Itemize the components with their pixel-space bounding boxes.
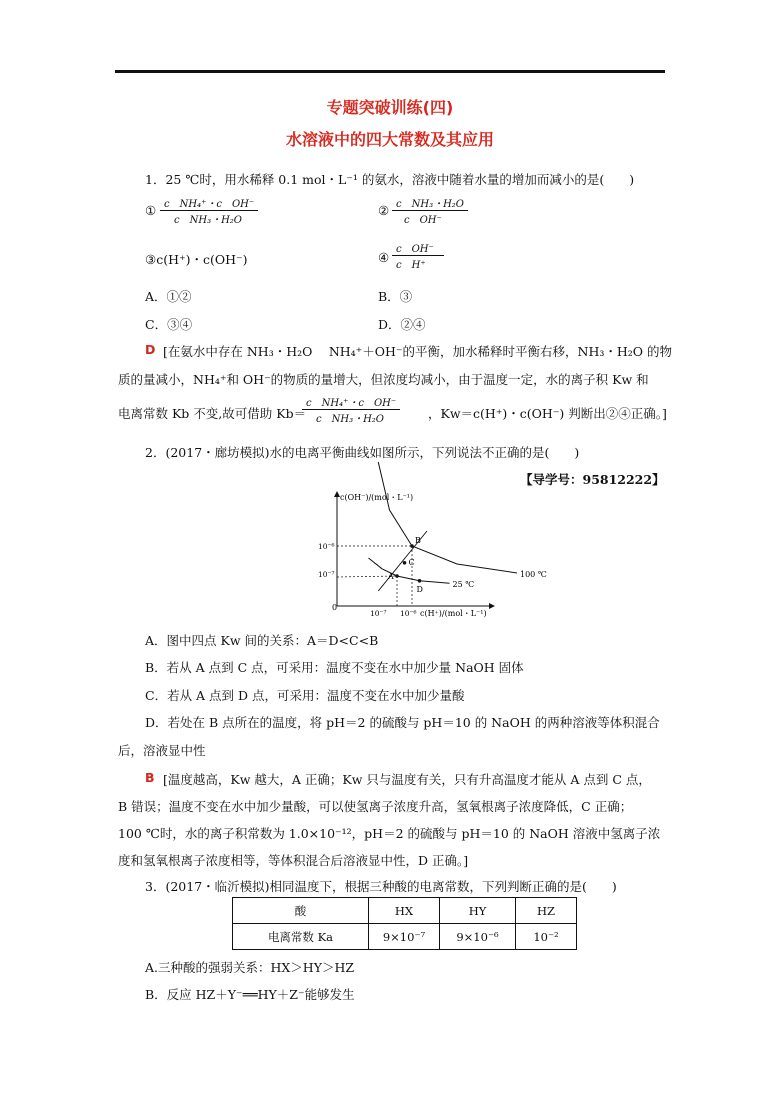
q1-choice-c: C．③④ <box>145 317 193 332</box>
q1-explanation-line-3 <box>118 404 306 422</box>
series-curve <box>378 462 517 573</box>
point-label: A <box>388 572 394 581</box>
fraction-numerator: c OH⁻ <box>396 244 434 255</box>
x-axis-label: c(H⁺)/(mol・L⁻¹) <box>420 609 487 618</box>
data-point <box>395 574 399 578</box>
origin-label: 0 <box>332 603 338 612</box>
q1-explanation-line-2: 质的量减小，NH₄⁺和 OH⁻的物质的量增大，但浓度均减小，由于温度一定，水的离子积 Kw 和 <box>118 372 649 387</box>
q1-option-1-label: ① <box>145 203 157 218</box>
table-cell: 电离常数 Ka <box>233 924 369 950</box>
q1-option-4-fraction <box>392 240 444 271</box>
data-point <box>418 579 422 583</box>
q1-option-2-fraction <box>392 195 468 226</box>
y-axis-label: c(OH⁻)/(mol・L⁻¹) <box>340 493 414 502</box>
fraction-denominator: c OH⁻ <box>404 215 442 226</box>
point-label: C <box>408 557 415 567</box>
table-row <box>233 898 577 924</box>
data-point <box>410 544 414 548</box>
q2-choice-c: C．若从 A 点到 D 点，可采用：温度不变在水中加少量酸 <box>145 688 465 703</box>
q2-choice-d-line-1: D．若处在 B 点所在的温度，将 pH＝2 的硫酸与 pH＝10 的 NaOH 的两种溶液等体积混合 <box>145 715 660 730</box>
q1-option-1-fraction <box>160 195 258 226</box>
y-tick-label: 10⁻⁷ <box>318 570 335 579</box>
table-header-cell: HZ <box>516 898 577 924</box>
q1-answer: D <box>145 342 156 357</box>
page-subtitle: 水溶液中的四大常数及其应用 <box>285 130 494 149</box>
fraction-numerator: c NH₄⁺・c OH⁻ <box>164 199 255 210</box>
point-label: D <box>416 584 423 594</box>
acid-constant-table <box>232 897 577 950</box>
fraction-denominator: c NH₃・H₂O <box>316 414 385 425</box>
q2-stem: 2．(2017・廊坊模拟)水的电离平衡曲线如图所示，下列说法不正确的是( ) <box>145 445 580 460</box>
page-title: 专题突破训练(四) <box>326 98 454 117</box>
q2-explanation-line-2: B 错误；温度不变在水中加少量酸，可以使氢离子浓度升高，氢氧根离子浓度降低，C 正确； <box>118 799 633 814</box>
q1-explanation-line-1: [在氨水中存在 NH₃・H₂O NH₄⁺＋OH⁻的平衡，加水稀释时平衡右移，NH₃・H₂O 的物 <box>163 344 673 359</box>
table-header-cell: HX <box>369 898 440 924</box>
table-cell: 9×10⁻⁷ <box>369 924 440 950</box>
point-label: B <box>415 536 421 545</box>
table-row <box>233 924 577 950</box>
q2-choice-a: A．图中四点 Kw 间的关系：A＝D<C<B <box>145 633 379 648</box>
x-tick-label: 10⁻⁶ <box>400 609 417 618</box>
q2-explanation-line-4: 度和氢氧根离子浓度相等，等体积混合后溶液显中性，D 正确。] <box>118 853 469 868</box>
fraction-numerator: c NH₄⁺・c OH⁻ <box>306 398 397 409</box>
fraction-numerator: c NH₃・H₂O <box>396 199 465 210</box>
series-label: 100 ℃ <box>520 570 547 579</box>
x-tick-label: 10⁻⁷ <box>370 609 387 618</box>
q1-explanation-suffix: ，Kw＝c(H⁺)・c(OH⁻) 判断出②④正确。] <box>428 406 667 421</box>
q3-stem: 3．(2017・临沂模拟)相同温度下，根据三种酸的电离常数，下列判断正确的是( ) <box>145 879 617 894</box>
q1-option-3: ③c(H⁺)・c(OH⁻) <box>145 252 248 267</box>
q2-answer: B <box>145 770 155 785</box>
q3-choice-a: A.三种酸的强弱关系：HX＞HY＞HZ <box>145 960 355 975</box>
table-header-cell: 酸 <box>233 898 369 924</box>
q1-choice-b: B．③ <box>378 289 413 304</box>
q1-choice-d: D．②④ <box>378 317 426 332</box>
q2-explanation-line-3: 100 ℃时，水的离子积常数为 1.0×10⁻¹²，pH＝2 的硫酸与 pH＝10 的 NaOH 溶液中氢离子浓 <box>118 826 661 841</box>
series-label: 25 ℃ <box>452 580 475 590</box>
q1-stem: 1．25 ℃时，用水稀释 0.1 mol・L⁻¹ 的氨水，溶液中随着水量的增加而减小的是( ) <box>145 172 635 187</box>
water-ionization-chart <box>312 488 547 618</box>
q2-choice-b: B．若从 A 点到 C 点，可采用：温度不变在水中加少量 NaOH 固体 <box>145 660 524 675</box>
q2-choice-d-line-2: 后，溶液显中性 <box>118 743 206 758</box>
fraction-denominator: c H⁺ <box>396 260 426 271</box>
data-point <box>403 561 407 565</box>
q3-choice-b: B．反应 HZ＋Y⁻══HY＋Z⁻能够发生 <box>145 987 355 1002</box>
q2-guide-number: 【导学号：95812222】 <box>520 472 665 487</box>
q1-choice-a: A．①② <box>145 289 192 304</box>
table-cell: 9×10⁻⁶ <box>440 924 516 950</box>
fraction-denominator: c NH₃・H₂O <box>174 215 243 226</box>
q1-explanation-fraction <box>302 394 400 425</box>
q1-option-4-label: ④ <box>378 250 390 265</box>
q1-option-2-label: ② <box>378 203 390 218</box>
top-rule <box>115 70 665 73</box>
y-tick-label: 10⁻⁶ <box>318 542 335 551</box>
table-cell: 10⁻² <box>516 924 577 950</box>
explanation-prefix: 电离常数 Kb 不变,故可借助 Kb＝ <box>118 406 307 421</box>
table-header-cell: HY <box>440 898 516 924</box>
q2-explanation-line-1: [温度越高，Kw 越大，A 正确；Kw 只与温度有关，只有升高温度才能从 A 点到 C 点， <box>163 772 651 787</box>
